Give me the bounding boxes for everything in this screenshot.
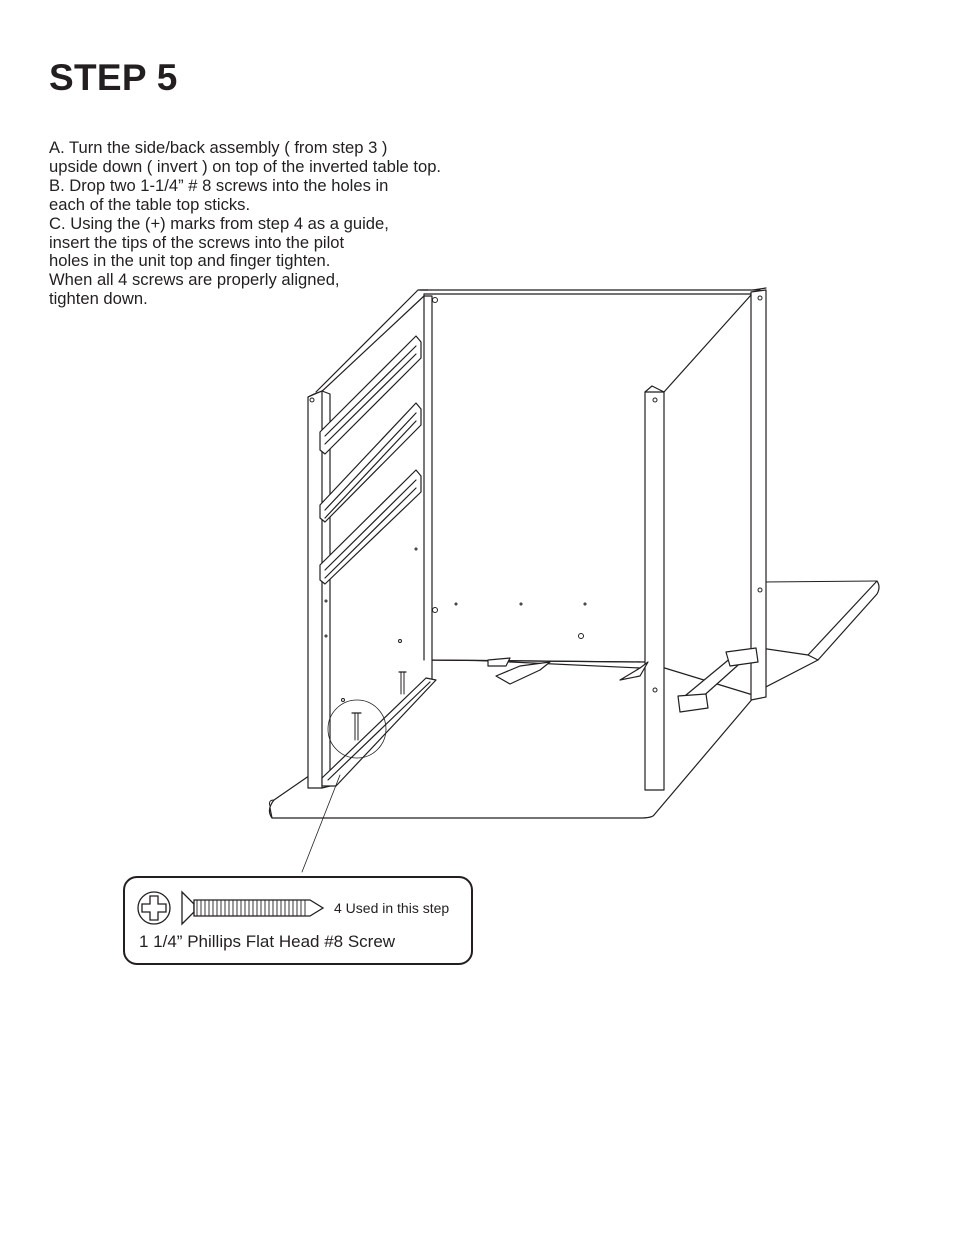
instruction-line: B. Drop two 1-1/4” # 8 screws into the holes in xyxy=(49,175,389,195)
back-panel xyxy=(420,290,760,695)
instruction-line: tighten down. xyxy=(49,289,148,309)
flat-head-screw-icon xyxy=(182,892,323,924)
step-title: STEP 5 xyxy=(49,57,178,98)
instruction-line: upside down ( invert ) on top of the inverted table top. xyxy=(49,156,442,176)
hardware-callout xyxy=(123,876,473,965)
part-quantity: 4 Used in this step xyxy=(334,900,450,916)
instruction-line: holes in the unit top and finger tighten. xyxy=(49,251,331,271)
part-name: 1 1/4” Phillips Flat Head #8 Screw xyxy=(139,932,396,951)
instruction-line: A. Turn the side/back assembly ( from step 3 ) xyxy=(49,138,388,157)
instruction-line: When all 4 screws are properly aligned, xyxy=(49,270,340,290)
instruction-line: insert the tips of the screws into the pilot xyxy=(49,232,345,252)
instruction-line: C. Using the (+) marks from step 4 as a guide, xyxy=(49,213,389,233)
instruction-line: each of the table top sticks. xyxy=(49,194,251,214)
phillips-head-icon xyxy=(138,892,170,924)
